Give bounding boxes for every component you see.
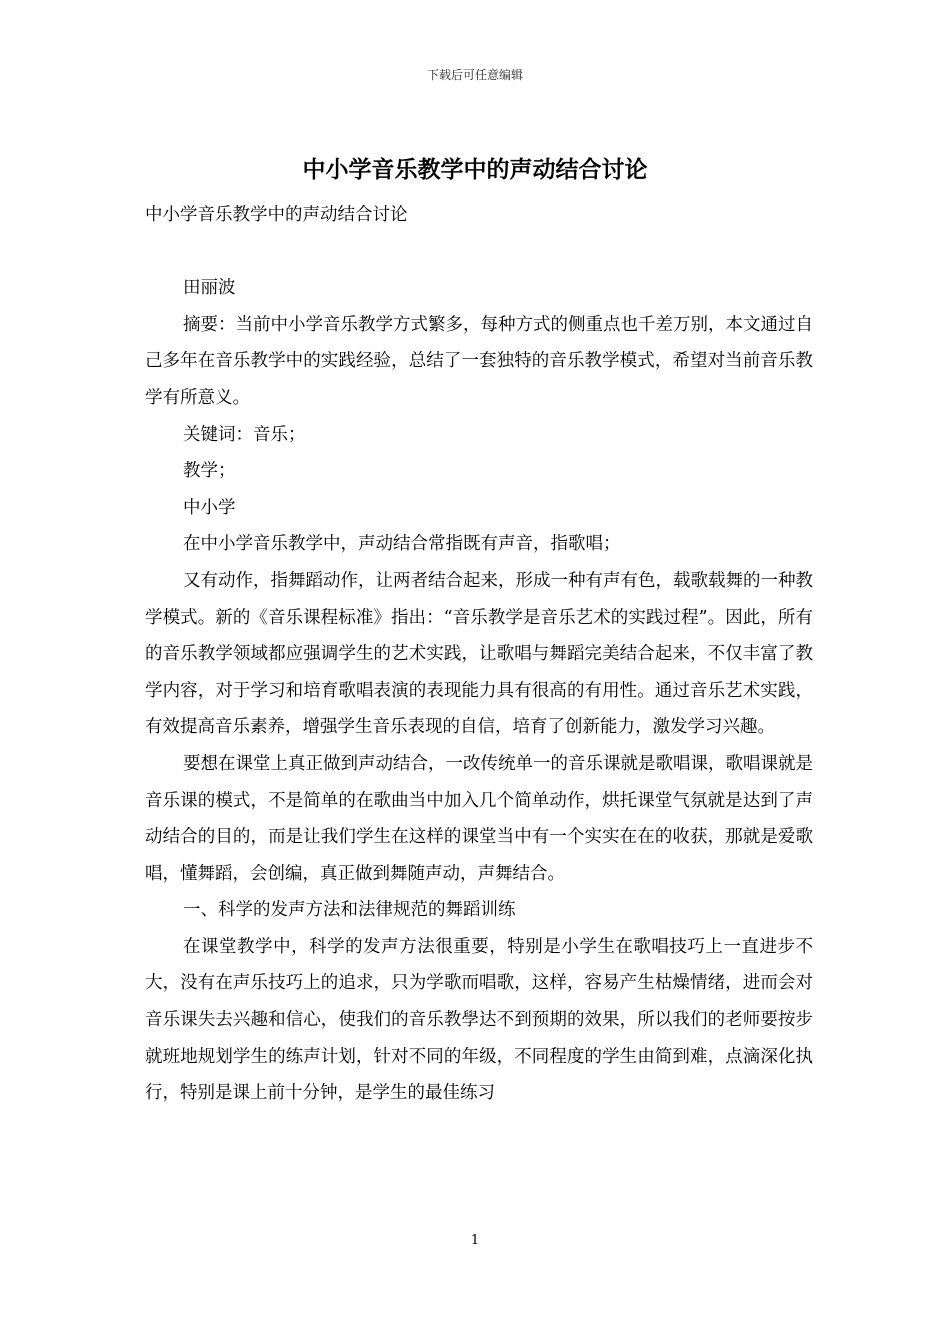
section-heading: 一、科学的发声方法和法律规范的舞蹈训练 (183, 900, 516, 921)
page-number: 1 (470, 1233, 480, 1248)
page-header-note: 下载后可任意编辑 (426, 68, 523, 82)
body-paragraph: 又有动作，指舞蹈动作，让两者结合起来，形成一种有声有色，载歌载舞的一种教学模式。新的《音乐课程标准》指出：“音乐教学是音乐艺术的实践过程”。因此，所有的音乐教学领域都应强调学生的艺术实践，让歌唱与舞蹈完美结合起来，不仅丰富了教学内容，对于学习和培育歌唱表演的表现能力具有很高的有用性。通过音乐艺术实践，有效提高音乐素养，增强学生音乐表现的自信，培育了创新能力，激发学习兴趣。 (145, 570, 813, 738)
body-paragraph: 在课堂教学中，科学的发声方法很重要，特别是小学生在歌唱技巧上一直进步不大，没有在声乐技巧上的追求，只为学歌而唱歌，这样，容易产生枯燥情绪，进而会对音乐课失去兴趣和信心，使我们的音乐教學达不到预期的效果，所以我们的老师要按步就班地规划学生的练声计划，针对不同的年级，不同程度的学生由简到难，点滴深化执行，特别是课上前十分钟，是学生的最佳练习 (145, 936, 813, 1104)
blank-line (145, 234, 813, 271)
body-paragraph: 在中小学音乐教学中，声动结合常指既有声音，指歌唱； (183, 534, 621, 555)
document-body (145, 197, 813, 1112)
abstract-paragraph: 摘要：当前中小学音乐教学方式繁多，每种方式的侧重点也千差万别，本文通过自己多年在音乐教学中的实践经验，总结了一套独特的音乐教学模式，希望对当前音乐教学有所意义。 (145, 314, 813, 408)
body-paragraph: 要想在课堂上真正做到声动结合，一改传统单一的音乐课就是歌唱课，歌唱课就是音乐课的模式，不是简单的在歌曲当中加入几个简单动作，烘托课堂气氛就是达到了声动结合的目的，而是让我们学生在这样的课堂当中有一个实实在在的收获，那就是爱歌唱，懂舞蹈，会创编，真正做到舞随声动，声舞结合。 (145, 753, 813, 884)
document-subtitle: 中小学音乐教学中的声动结合讨论 (145, 205, 408, 225)
author-name: 田丽波 (183, 278, 236, 299)
keywords-line: 关键词：音乐； (183, 424, 306, 445)
document-title: 中小学音乐教学中的声动结合讨论 (302, 156, 648, 183)
keywords-line: 教学； (183, 461, 236, 482)
keywords-line: 中小学 (183, 497, 236, 518)
